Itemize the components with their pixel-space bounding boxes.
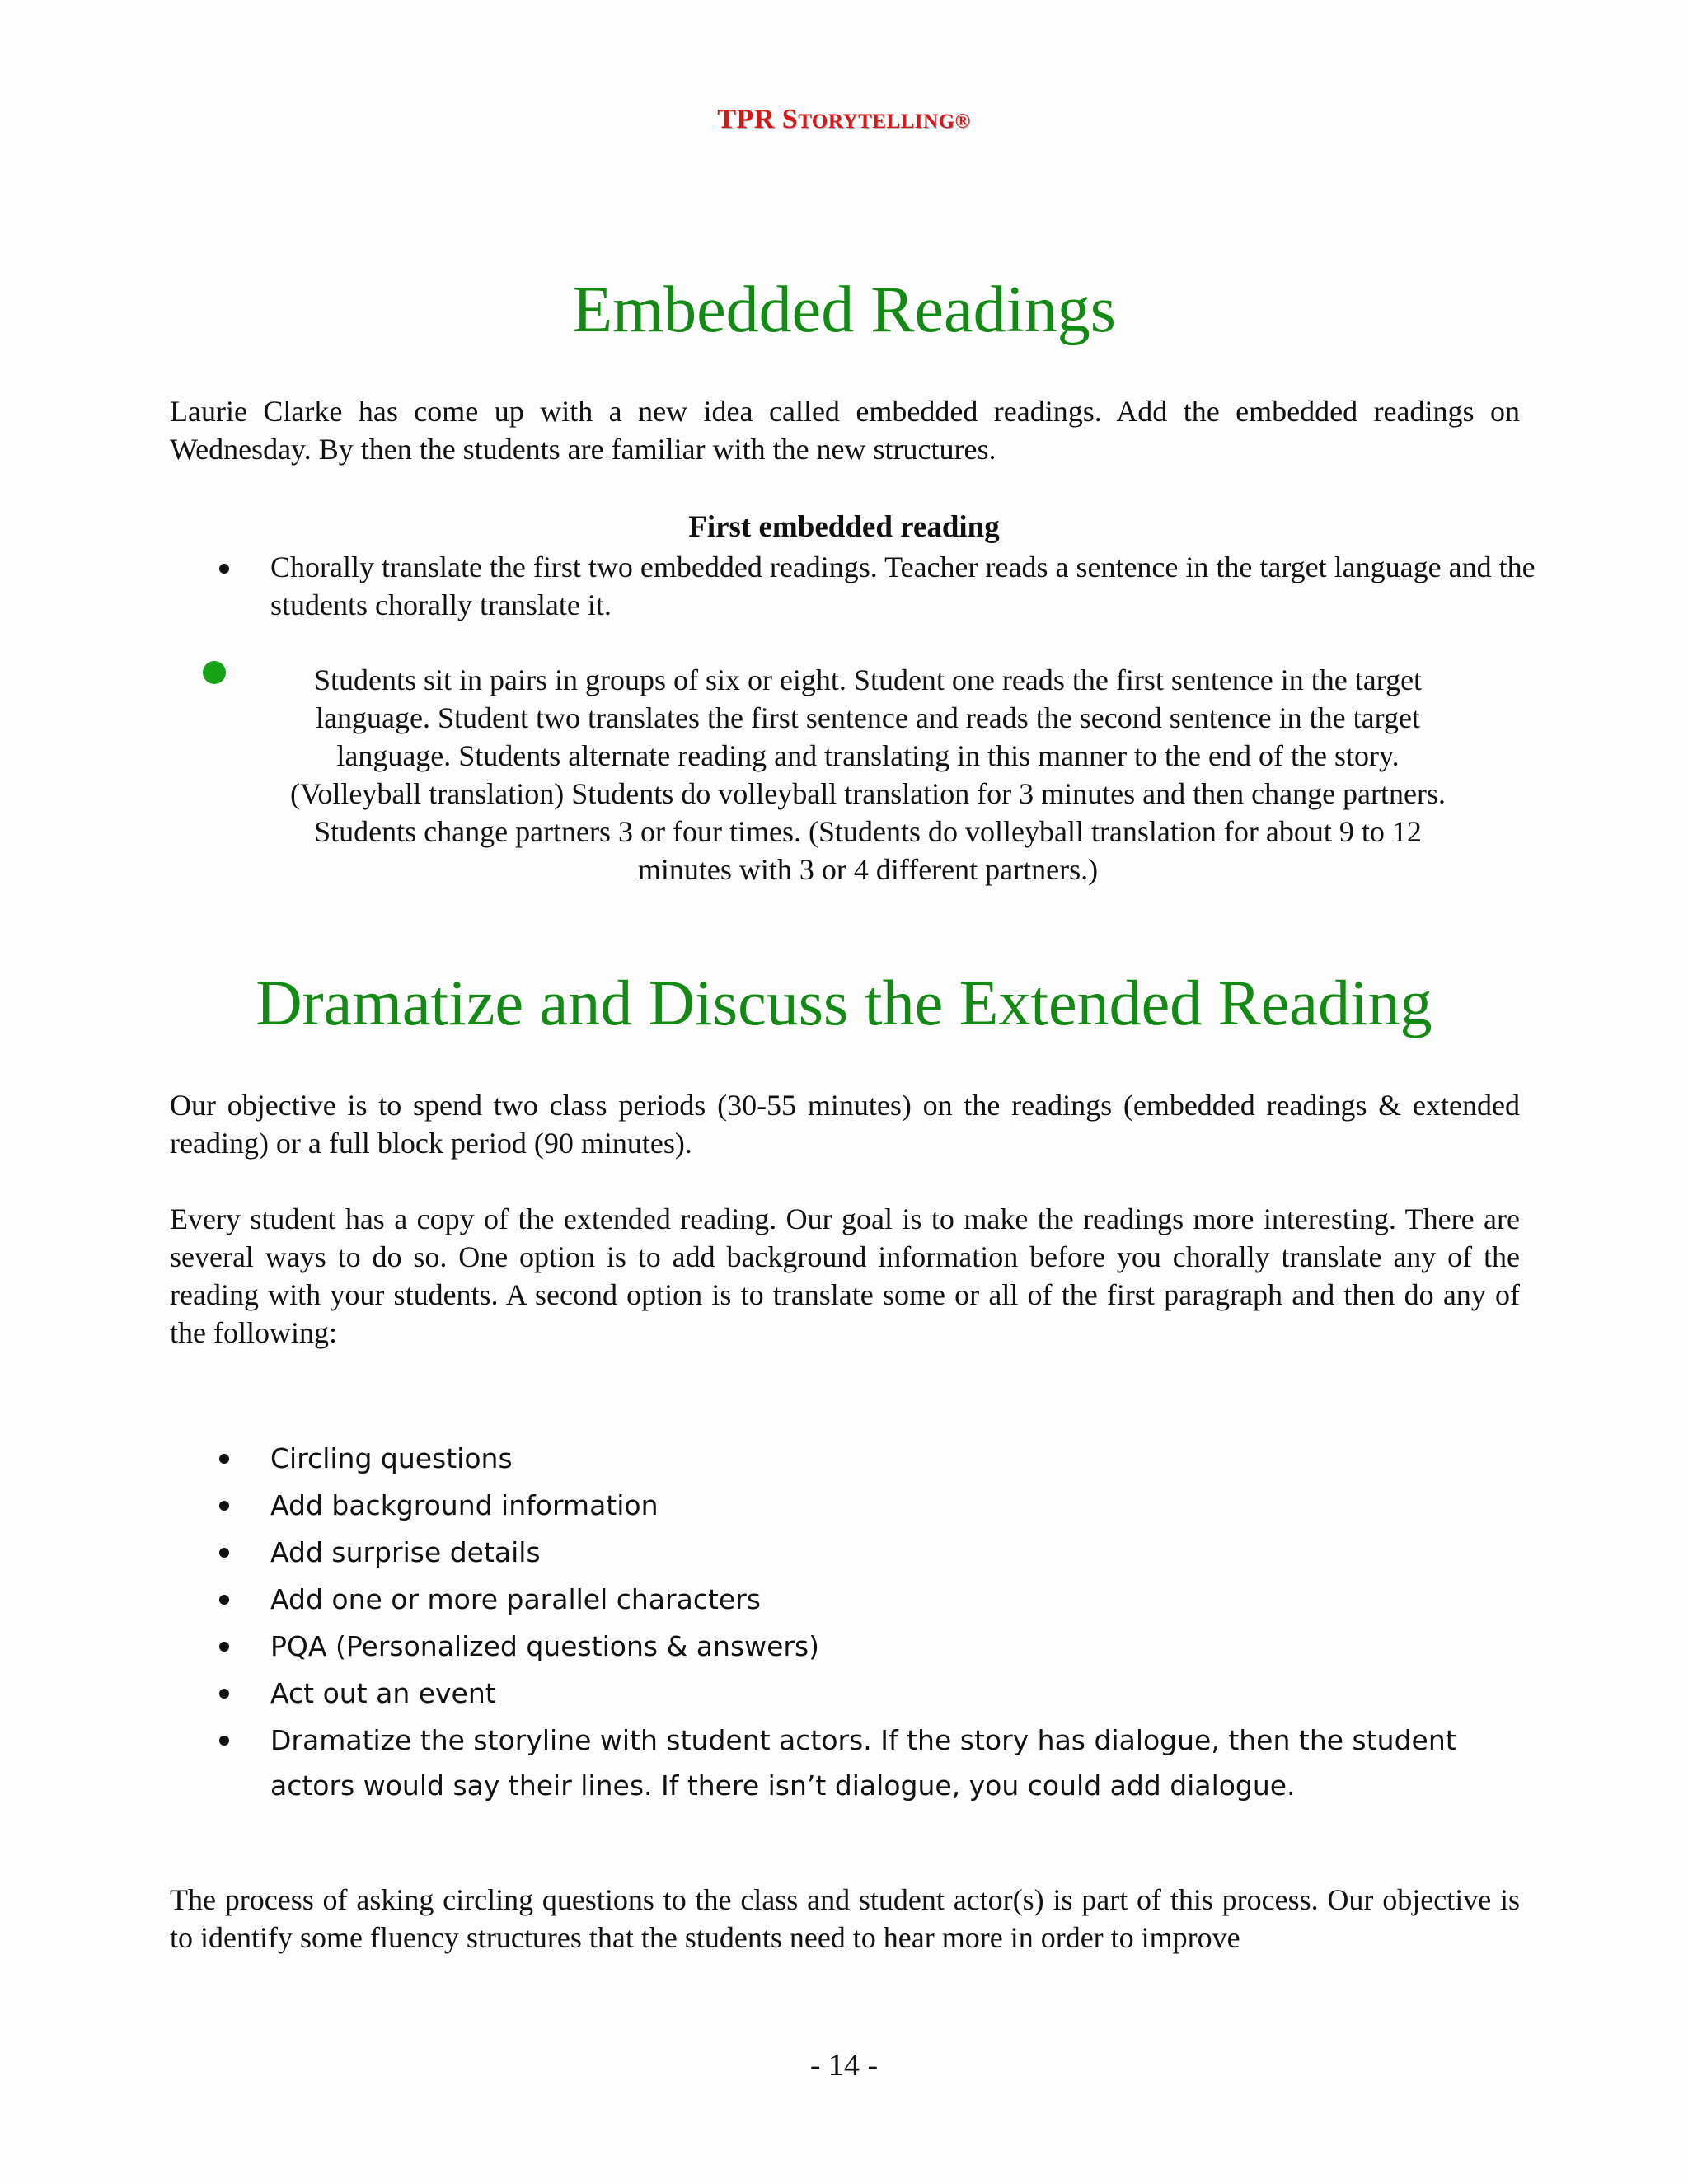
block-line: Students sit in pairs in groups of six or eight. Student one reads the first sentence in the target [313,663,1423,696]
bullet-chorally-translate [219,548,1538,624]
volleyball-translation-block [211,661,1525,888]
bullet-text: Chorally translate the first two embedded readings. Teacher reads a sentence in the target language and the students chorally translate it. [270,551,1536,621]
block-line: language. Students alternate reading and translating in this manner to the end of the story. [336,739,1400,772]
list-item-text: Add background information [270,1489,659,1521]
list-item-text: Dramatize the storyline with student actors. If the story has dialogue, then the student actors would say their lines. If there isn’t dialogue, you could add dialogue. [270,1724,1456,1802]
options-list [219,1434,1538,1808]
bullet-icon [219,1595,229,1605]
list-item-text: Circling questions [270,1442,513,1474]
list-item [219,1528,1538,1575]
block-line: language. Student two translates the first sentence and reads the second sentence in the target [316,701,1420,734]
section-title-embedded-readings: Embedded Readings [572,274,1116,346]
bullet-icon [219,1548,229,1558]
block-line: minutes with 3 or 4 different partners.) [637,853,1099,886]
list-item [219,1669,1538,1716]
header-brand-rest: TORYTELLING® [798,110,971,133]
bullet-icon [219,1689,229,1699]
bullet-icon [219,1736,229,1746]
process-paragraph: The process of asking circling questions to the class and student actor(s) is part of this process. Our objective is to identify some fluency structures that the students need to hear more in order to improve [170,1883,1520,1954]
list-item [219,1622,1538,1669]
block-line: Students change partners 3 or four times. (Students do volleyball translation for about 9 to 12 [314,815,1422,848]
list-item [219,1575,1538,1622]
page-number: - 14 - [809,2048,879,2083]
intro-paragraph: Laurie Clarke has come up with a new idea called embedded readings. Add the embedded readings on Wednesday. By then the students are familiar with the new structures. [170,395,1520,466]
list-item-text: PQA (Personalized questions & answers) [270,1630,820,1662]
subheading-first-embedded-reading: First embedded reading [688,510,1000,544]
extended-reading-paragraph: Every student has a copy of the extended reading. Our goal is to make the readings more interesting. There are several ways to do so. One option is to add background information before you chorally translate any of the reading with your students. A second option is to translate some or all of the first paragraph and then do any of the following: [170,1202,1520,1349]
running-header [0,104,1688,135]
block-line: (Volleyball translation) Students do volleyball translation for 3 minutes and then change partners. [289,777,1446,810]
header-brand-prefix: TPR S [717,104,799,134]
bullet-icon [219,564,229,574]
list-item [219,1481,1538,1528]
objective-paragraph: Our objective is to spend two class periods (30-55 minutes) on the readings (embedded readings & extended reading) or a full block period (90 minutes). [170,1089,1520,1160]
section-title-dramatize: Dramatize and Discuss the Extended Reading [256,967,1432,1038]
list-item-text: Add surprise details [270,1536,541,1568]
bullet-icon [219,1642,229,1652]
list-item-text: Add one or more parallel characters [270,1583,761,1615]
list-item [219,1716,1538,1808]
list-item-text: Act out an event [270,1677,496,1709]
bullet-icon [219,1454,229,1464]
list-item [219,1434,1538,1481]
bullet-icon [219,1501,229,1511]
